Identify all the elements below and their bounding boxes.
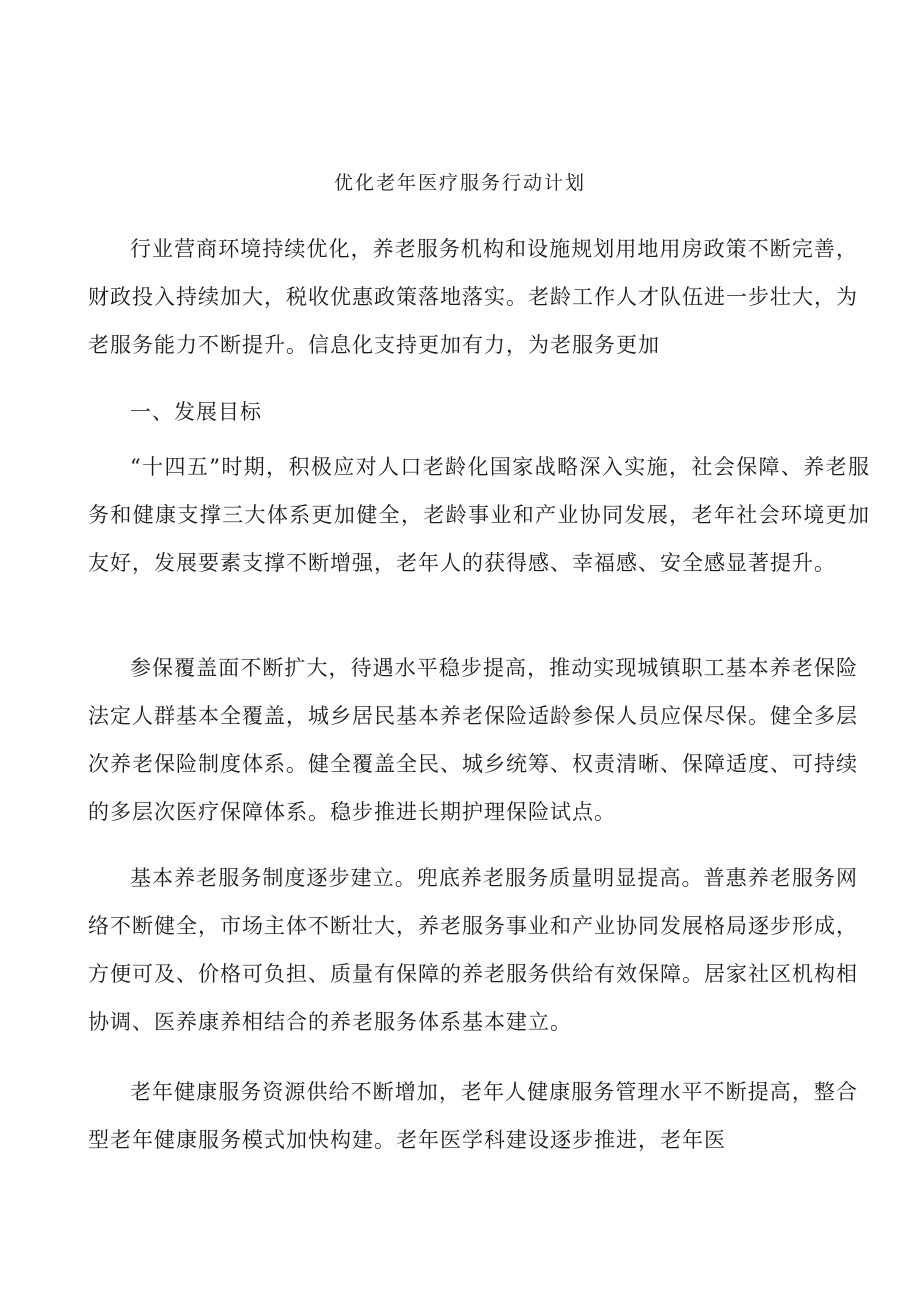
paragraph-social-insurance: 参保覆盖面不断扩大，待遇水平稳步提高，推动实现城镇职工基本养老保险法定人群基本全覆盖，城乡居民基本养老保险适龄参保人员应保尽保。健全多层次养老保险制度体系。健全覆盖全民、城乡统筹、权责清晰、保障适度、可持续的多层次医疗保障体系。稳步推进长期护理保险试点。	[88, 656, 858, 824]
paragraph-elderly-care-services: 基本养老服务制度逐步建立。兜底养老服务质量明显提高。普惠养老服务网络不断健全，市场主体不断壮大，养老服务事业和产业协同发展格局逐步形成，方便可及、价格可负担、质量有保障的养老服务供给有效保障。居家社区机构相协调、医养康养相结合的养老服务体系基本建立。	[88, 866, 858, 1034]
section-heading: 一、发展目标	[130, 400, 262, 424]
intro-paragraph: 行业营商环境持续优化，养老服务机构和设施规划用地用房政策不断完善，财政投入持续加大，税收优惠政策落地落实。老龄工作人才队伍进一步壮大，为老服务能力不断提升。信息化支持更加有力，为老服务更加	[88, 237, 858, 357]
paragraph-elderly-health-services: 老年健康服务资源供给不断增加，老年人健康服务管理水平不断提高，整合型老年健康服务模式加快构建。老年医学科建设逐步推进，老年医	[88, 1080, 858, 1152]
paragraph-goals-overview: “十四五”时期，积极应对人口老龄化国家战略深入实施，社会保障、养老服务和健康支撑三大体系更加健全，老龄事业和产业协同发展，老年社会环境更加友好，发展要素支撑不断增强，老年人的获得感、幸福感、安全感显著提升。	[88, 455, 870, 575]
document-title: 优化老年医疗服务行动计划	[333, 172, 586, 194]
